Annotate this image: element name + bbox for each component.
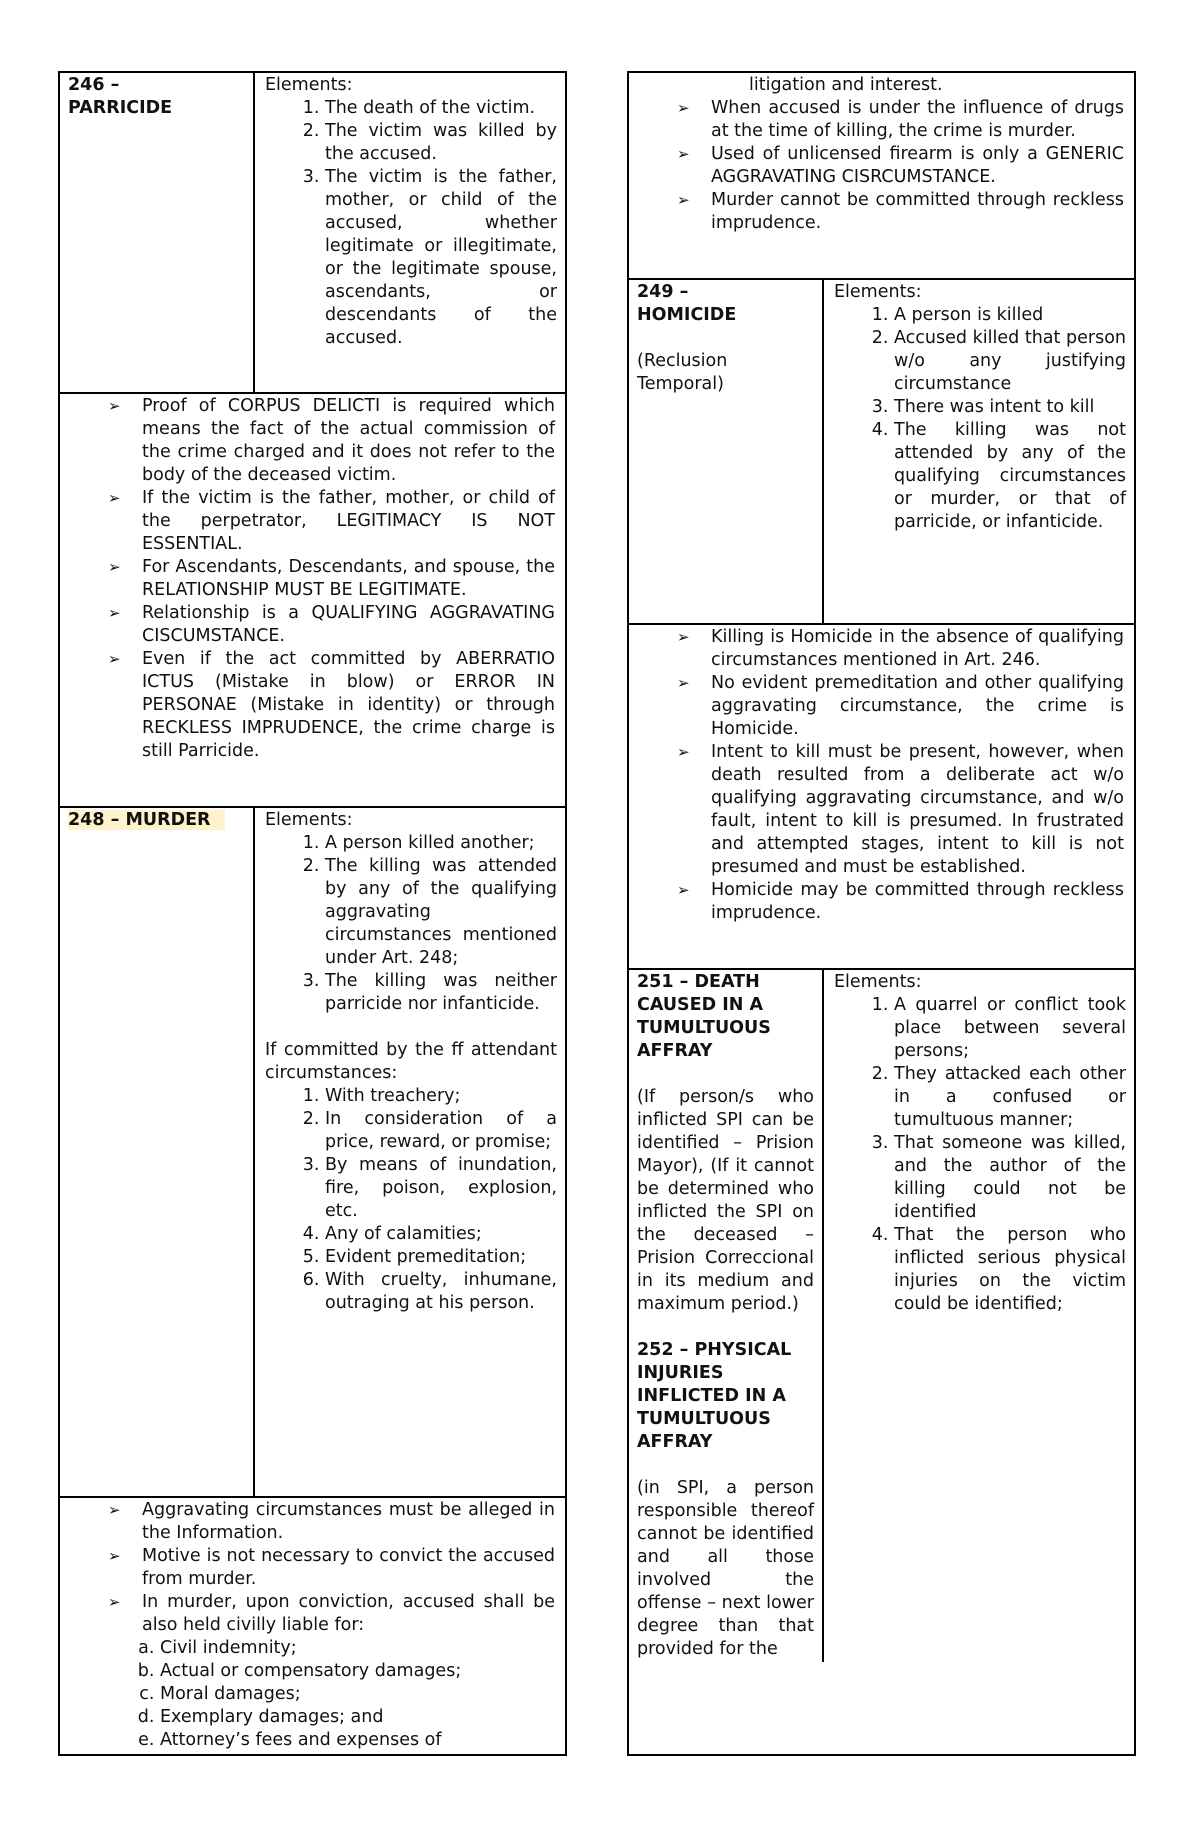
list-item: 1. A person is killed bbox=[894, 304, 1126, 327]
list-item: 2. They attacked each other in a confused or tumultuous manner; bbox=[894, 1063, 1126, 1132]
note-item: ➢ Motive is not necessary to convict the accused from murder. bbox=[68, 1545, 555, 1591]
list-item: 1. With treachery; bbox=[325, 1085, 557, 1108]
parricide-title bbox=[60, 73, 255, 392]
penalty: (Reclusion Temporal) bbox=[637, 351, 728, 394]
parricide-notes bbox=[60, 394, 565, 806]
note-item: ➢ No evident premeditation and other qualifying aggravating circumstance, the crime is Homicide. bbox=[637, 672, 1124, 741]
list-item: 3. By means of inundation, fire, poison, explosion, etc. bbox=[325, 1154, 557, 1223]
elements-label: Elements: bbox=[265, 810, 353, 830]
list-item: 2. In consideration of a price, reward, or promise; bbox=[325, 1108, 557, 1154]
list-item: 4. The killing was not attended by any of the qualifying circumstances or murder, or that of parricide, or infanticide. bbox=[894, 419, 1126, 534]
article-252-penalty: (in SPI, a person responsible thereof cannot be identified and all those involved the offense – next lower degree than that provided for the bbox=[637, 1478, 814, 1659]
murder-row bbox=[60, 808, 565, 1498]
list-item: 3. The victim is the father, mother, or child of the accused, whether legitimate or illegitimate, or the legitimate spouse, ascendants, or descendants of the accused. bbox=[325, 166, 557, 350]
affray-elements bbox=[824, 970, 1134, 1662]
note-item: ➢ Even if the act committed by ABERRATIO ICTUS (Mistake in blow) or ERROR IN PERSONAE (Mistake in identity) or through RECKLESS IMPRUDENCE, the crime charge is still Parricide. bbox=[68, 648, 555, 763]
murder-title: 248 – MURDER bbox=[68, 810, 225, 830]
list-item: b. Actual or compensatory damages; bbox=[160, 1660, 555, 1683]
list-item: 4. That the person who inflicted serious physical injuries on the victim could be identified; bbox=[894, 1224, 1126, 1316]
parricide-row bbox=[60, 73, 565, 394]
homicide-notes bbox=[629, 625, 1134, 968]
article-number: 246 – bbox=[68, 75, 120, 95]
note-item: ➢ For Ascendants, Descendants, and spouse, the RELATIONSHIP MUST BE LEGITIMATE. bbox=[68, 556, 555, 602]
note-item: ➢ Relationship is a QUALIFYING AGGRAVATING CISCUMSTANCE. bbox=[68, 602, 555, 648]
article-251-title: 251 – DEATH CAUSED IN A TUMULTUOUS AFFRAY bbox=[637, 972, 771, 1061]
parricide-elements bbox=[255, 73, 565, 392]
murder-notes-row bbox=[60, 1498, 565, 1753]
list-item: 1. A quarrel or conflict took place between several persons; bbox=[894, 994, 1126, 1063]
note-item: ➢ If the victim is the father, mother, or child of the perpetrator, LEGITIMACY IS NOT ESSENTIAL. bbox=[68, 487, 555, 556]
homicide-title-cell bbox=[629, 280, 824, 623]
murder-elements bbox=[255, 808, 565, 1496]
elements-label: Elements: bbox=[834, 972, 922, 992]
article-251-penalty: (If person/s who inflicted SPI can be identified – Prision Mayor), (If it cannot be determined who inflicted the SPI on the deceased – Prision Correccional in its medium and maximum period.) bbox=[637, 1087, 814, 1314]
murder-notes bbox=[60, 1498, 565, 1753]
list-item: 2. The killing was attended by any of the qualifying aggravating circumstances mentioned under Art. 248; bbox=[325, 855, 557, 970]
parricide-elements-list bbox=[265, 97, 557, 350]
list-item: e. Attorney’s fees and expenses of bbox=[160, 1729, 555, 1752]
list-item: 3. That someone was killed, and the author of the killing could not be identified bbox=[894, 1132, 1126, 1224]
homicide-elements-list bbox=[834, 304, 1126, 534]
list-item: 4. Any of calamities; bbox=[325, 1223, 557, 1246]
article-252-title: 252 – PHYSICAL INJURIES INFLICTED IN A TUMULTUOUS AFFRAY bbox=[637, 1340, 792, 1452]
elements-label: Elements: bbox=[265, 75, 353, 95]
list-item: 1. A person killed another; bbox=[325, 832, 557, 855]
continuation-text: litigation and interest. bbox=[749, 75, 943, 95]
left-column bbox=[58, 71, 567, 1756]
list-item: 1. The death of the victim. bbox=[325, 97, 557, 120]
note-item: ➢ Homicide may be committed through reckless imprudence. bbox=[637, 879, 1124, 925]
note-item: ➢ Killing is Homicide in the absence of qualifying circumstances mentioned in Art. 246. bbox=[637, 626, 1124, 672]
elements-label: Elements: bbox=[834, 282, 922, 302]
list-item: 2. Accused killed that person w/o any justifying circumstance bbox=[894, 327, 1126, 396]
list-item: d. Exemplary damages; and bbox=[160, 1706, 555, 1729]
murder-continued-row bbox=[629, 73, 1134, 280]
article-number: 249 – bbox=[637, 282, 689, 302]
note-item: ➢ Intent to kill must be present, however, when death resulted from a deliberate act w/o qualifying aggravating circumstance, and w/o fault, intent to kill is presumed. In frustrated and attempted stages, intent to kill is not presumed and must be established. bbox=[637, 741, 1124, 879]
affray-row bbox=[629, 970, 1134, 1662]
list-item: 2. The victim was killed by the accused. bbox=[325, 120, 557, 166]
homicide-elements bbox=[824, 280, 1134, 623]
list-item: 3. The killing was neither parricide nor infanticide. bbox=[325, 970, 557, 1016]
murder-elements-list bbox=[265, 832, 557, 1016]
list-item: 6. With cruelty, inhumane, outraging at his person. bbox=[325, 1269, 557, 1315]
list-item: a. Civil indemnity; bbox=[160, 1637, 555, 1660]
list-item: 3. There was intent to kill bbox=[894, 396, 1126, 419]
list-item: c. Moral damages; bbox=[160, 1683, 555, 1706]
note-item: ➢ In murder, upon conviction, accused shall be also held civilly liable for: bbox=[68, 1591, 555, 1637]
homicide-notes-row bbox=[629, 625, 1134, 970]
note-item: ➢ When accused is under the influence of drugs at the time of killing, the crime is murder. bbox=[637, 97, 1124, 143]
article-name: PARRICIDE bbox=[68, 98, 173, 118]
note-item: ➢ Aggravating circumstances must be alleged in the Information. bbox=[68, 1499, 555, 1545]
affray-elements-list bbox=[834, 994, 1126, 1316]
list-item: 5. Evident premeditation; bbox=[325, 1246, 557, 1269]
parricide-notes-row bbox=[60, 394, 565, 808]
murder-title-cell bbox=[60, 808, 255, 1496]
homicide-row bbox=[629, 280, 1134, 625]
right-column bbox=[627, 71, 1136, 1756]
attendant-intro: If committed by the ff attendant circumstances: bbox=[265, 1040, 557, 1083]
murder-continued bbox=[629, 73, 1134, 278]
article-name: HOMICIDE bbox=[637, 305, 737, 325]
affray-title-cell bbox=[629, 970, 824, 1662]
note-item: ➢ Proof of CORPUS DELICTI is required which means the fact of the actual commission of the crime charged and it does not refer to the body of the deceased victim. bbox=[68, 395, 555, 487]
liabilities-list bbox=[68, 1637, 555, 1752]
note-item: ➢ Murder cannot be committed through reckless imprudence. bbox=[637, 189, 1124, 235]
note-item: ➢ Used of unlicensed firearm is only a GENERIC AGGRAVATING CISRCUMSTANCE. bbox=[637, 143, 1124, 189]
attendant-list bbox=[265, 1085, 557, 1315]
